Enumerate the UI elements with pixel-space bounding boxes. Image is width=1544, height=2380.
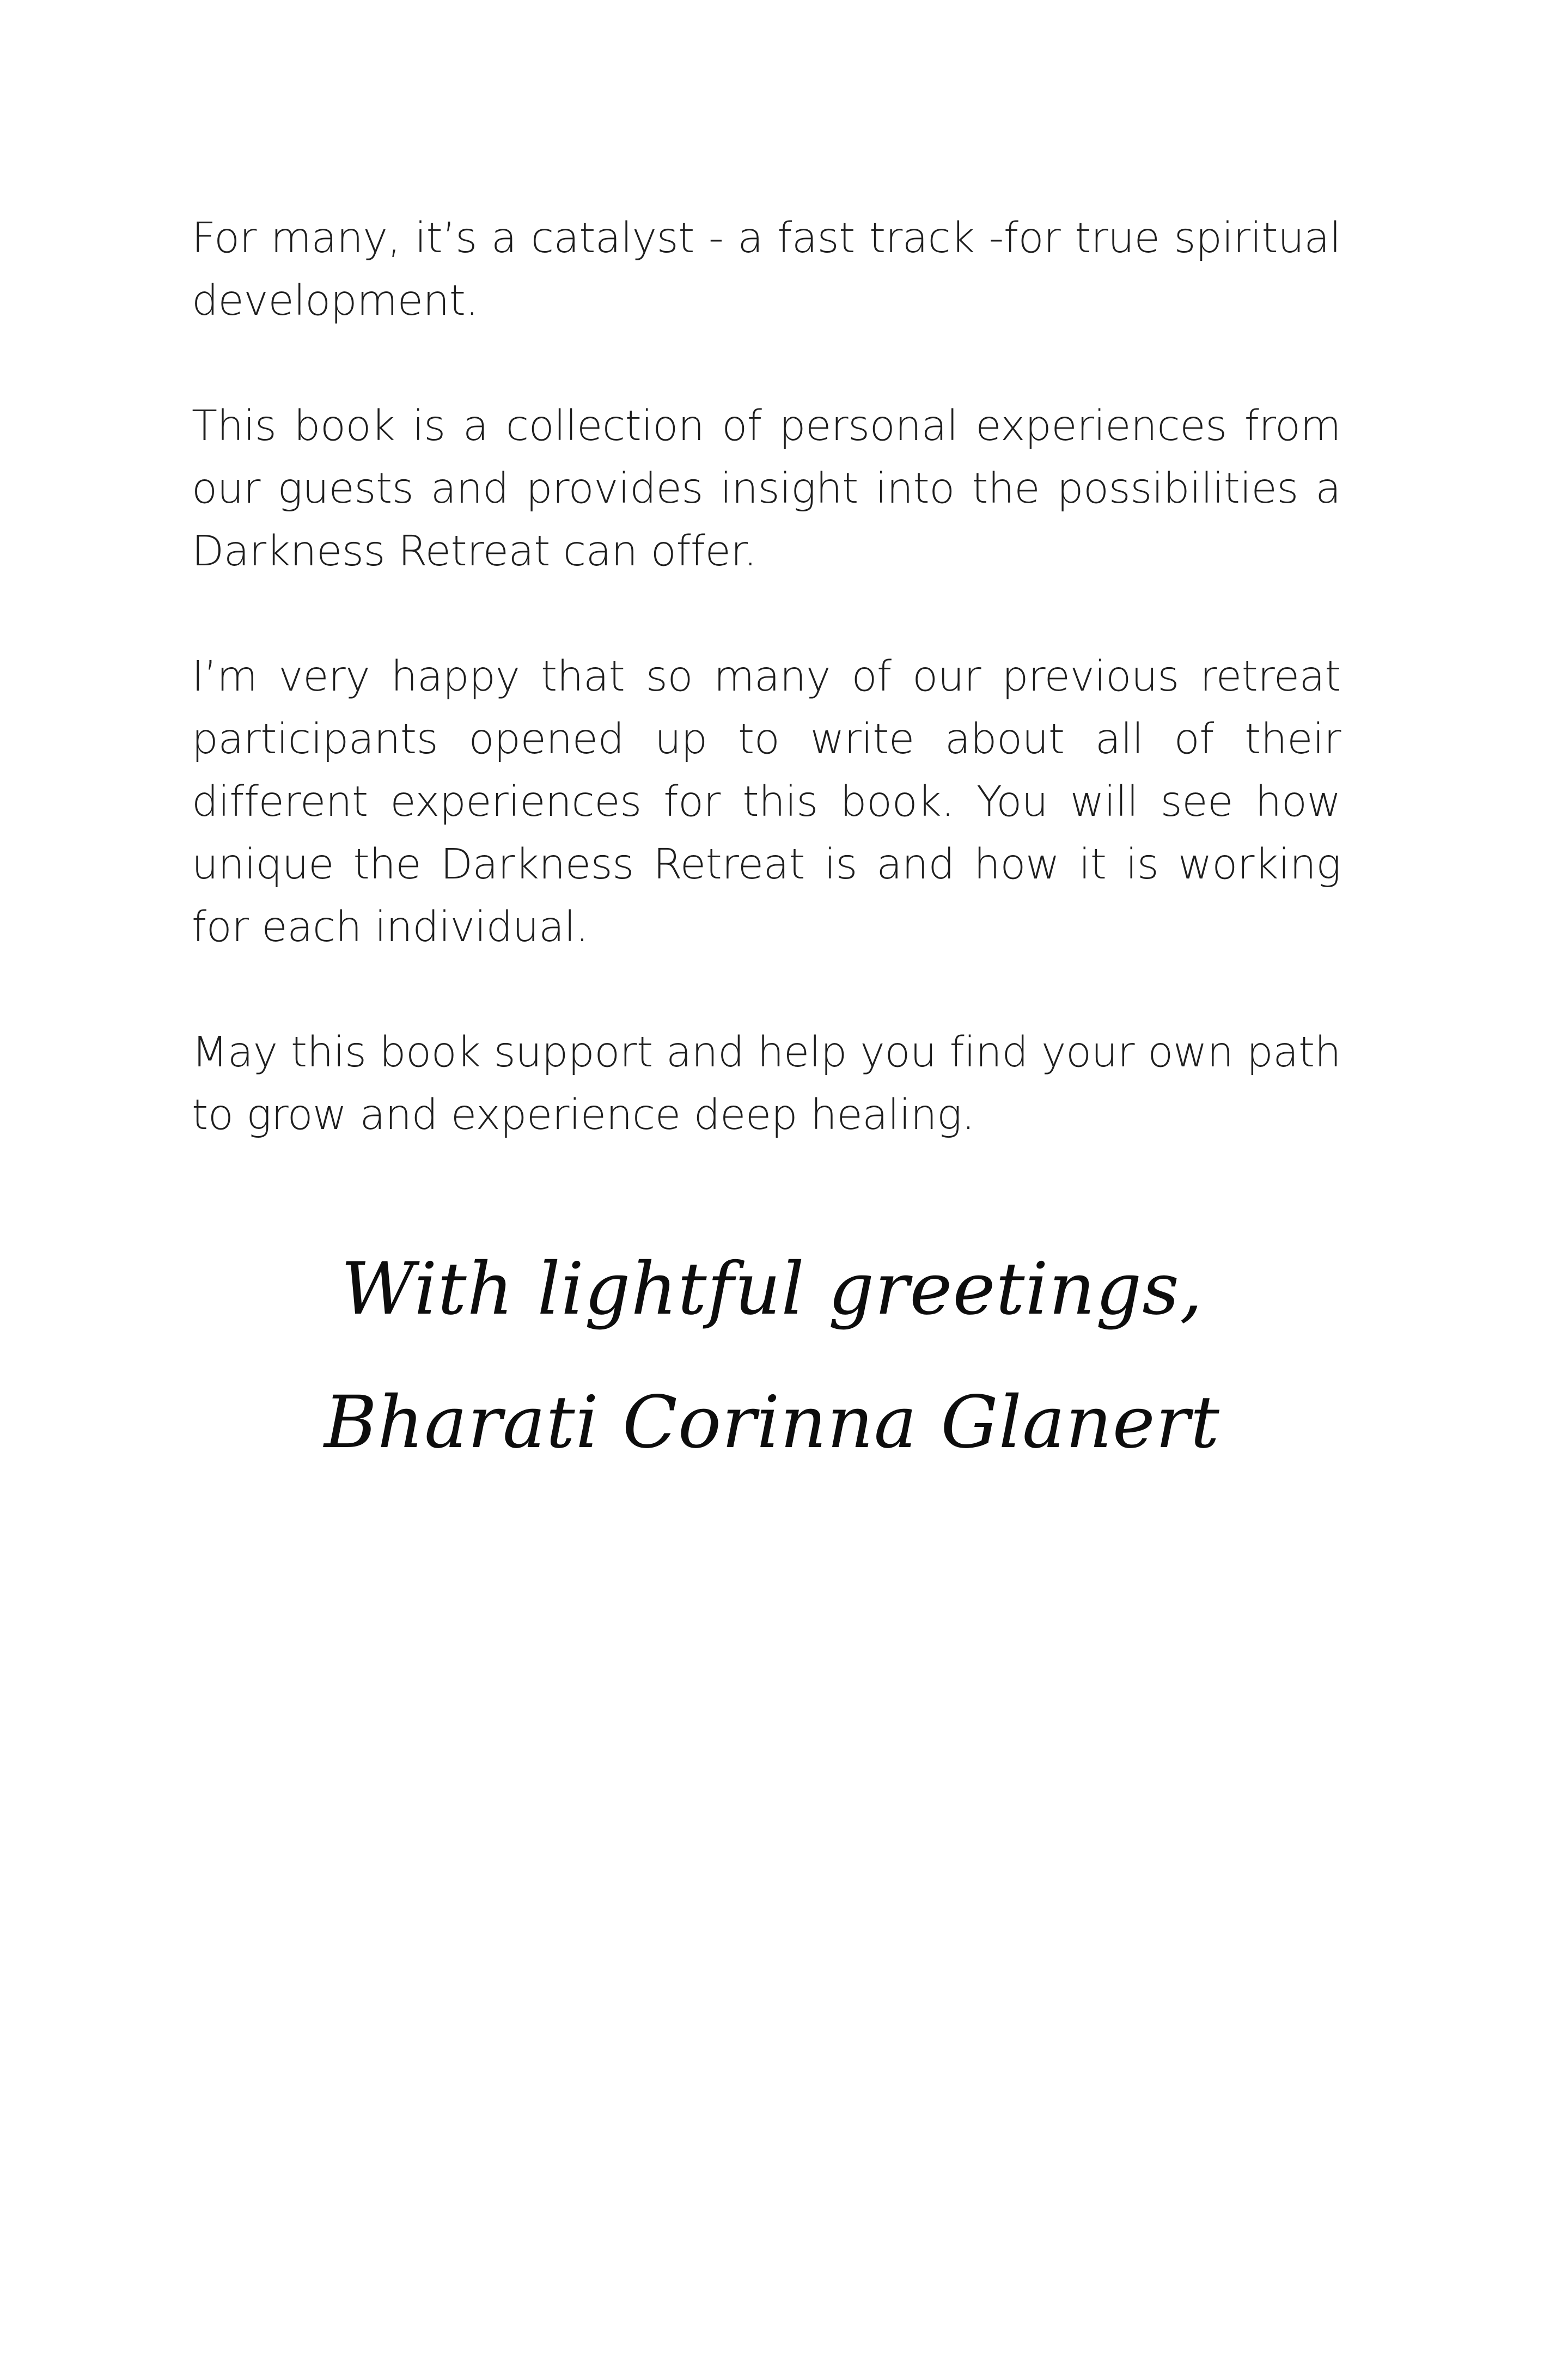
paragraph-catalyst: For many, it’s a catalyst - a fast track -for true spiritual development. <box>192 214 1341 325</box>
closing-greeting: With lightful greetings, <box>341 1247 1203 1331</box>
paragraph-participants: I’m very happy that so many of our previous retreat participants opened up to write about all of their different experiences for this book. You will see how unique the Darkness Retreat is and how it is working for each individual. <box>192 652 1341 951</box>
body-text <box>192 207 1341 1209</box>
paragraph-book-collection: This book is a collection of personal experiences from our guests and provides insight into the possibilities a Darkness Retreat can offer. <box>192 402 1341 576</box>
author-signature: Bharati Corinna Glanert <box>324 1381 1220 1464</box>
paragraph-support: May this book support and help you find your own path to grow and experience deep healing. <box>192 1028 1341 1139</box>
